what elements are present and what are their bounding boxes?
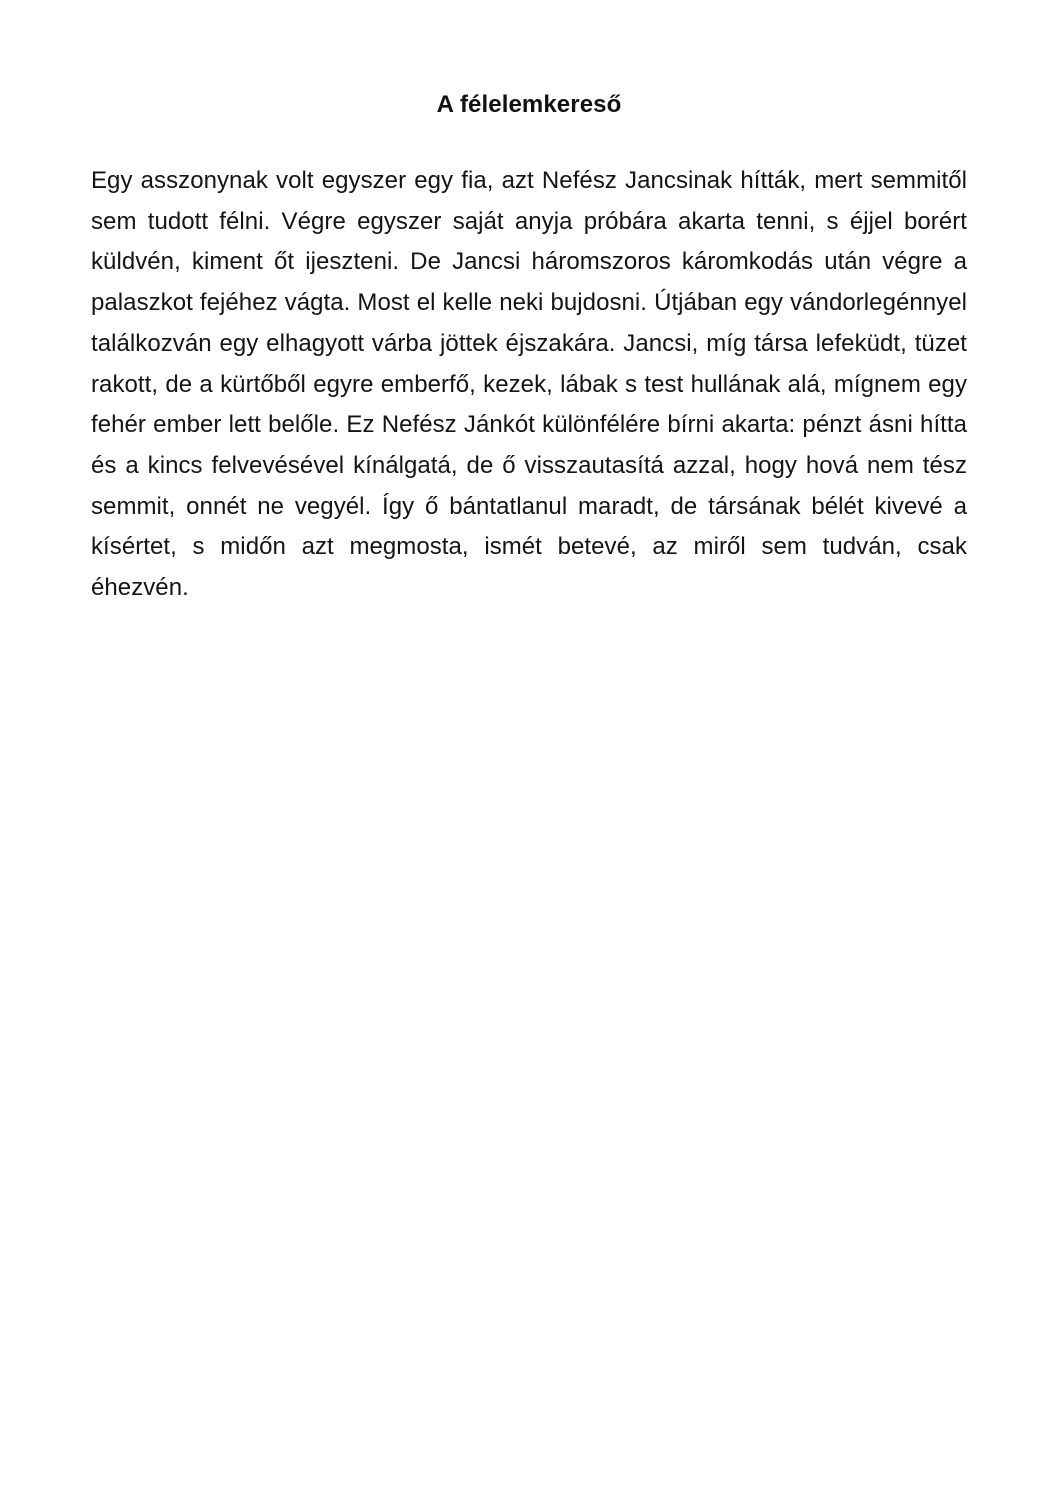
document-paragraph: Egy asszonynak volt egyszer egy fia, azt Nefész Jancsinak hítták, mert semmitől sem tudott félni. Végre egyszer saját anyja próbára akarta tenni, s éjjel borért küldvén, kiment őt ijeszteni. De Jancsi háromszoros káromkodás után végre a palaszkot fejéhez vágta. Most el kelle neki bujdosni. Útjában egy vándorlegénnyel találkozván egy elhagyott várba jöttek éjszakára. Jancsi, míg társa lefeküdt, tüzet rakott, de a kürtőből egyre emberfő, kezek, lábak s test hullának alá, mígnem egy fehér ember lett belőle. Ez Nefész Jánkót különfélére bírni akarta: pénzt ásni hítta és a kincs felvevésével kínálgatá, de ő visszautasítá azzal, hogy hová nem tész semmit, onnét ne vegyél. Így ő bántatlanul maradt, de társának bélét kivevé a kísértet, s midőn azt megmosta, ismét betevé, az miről sem tudván, csak éhezvén. xyxy=(91,167,967,602)
document-text-column xyxy=(91,0,967,609)
document-title: A félelemkereső xyxy=(436,91,622,118)
